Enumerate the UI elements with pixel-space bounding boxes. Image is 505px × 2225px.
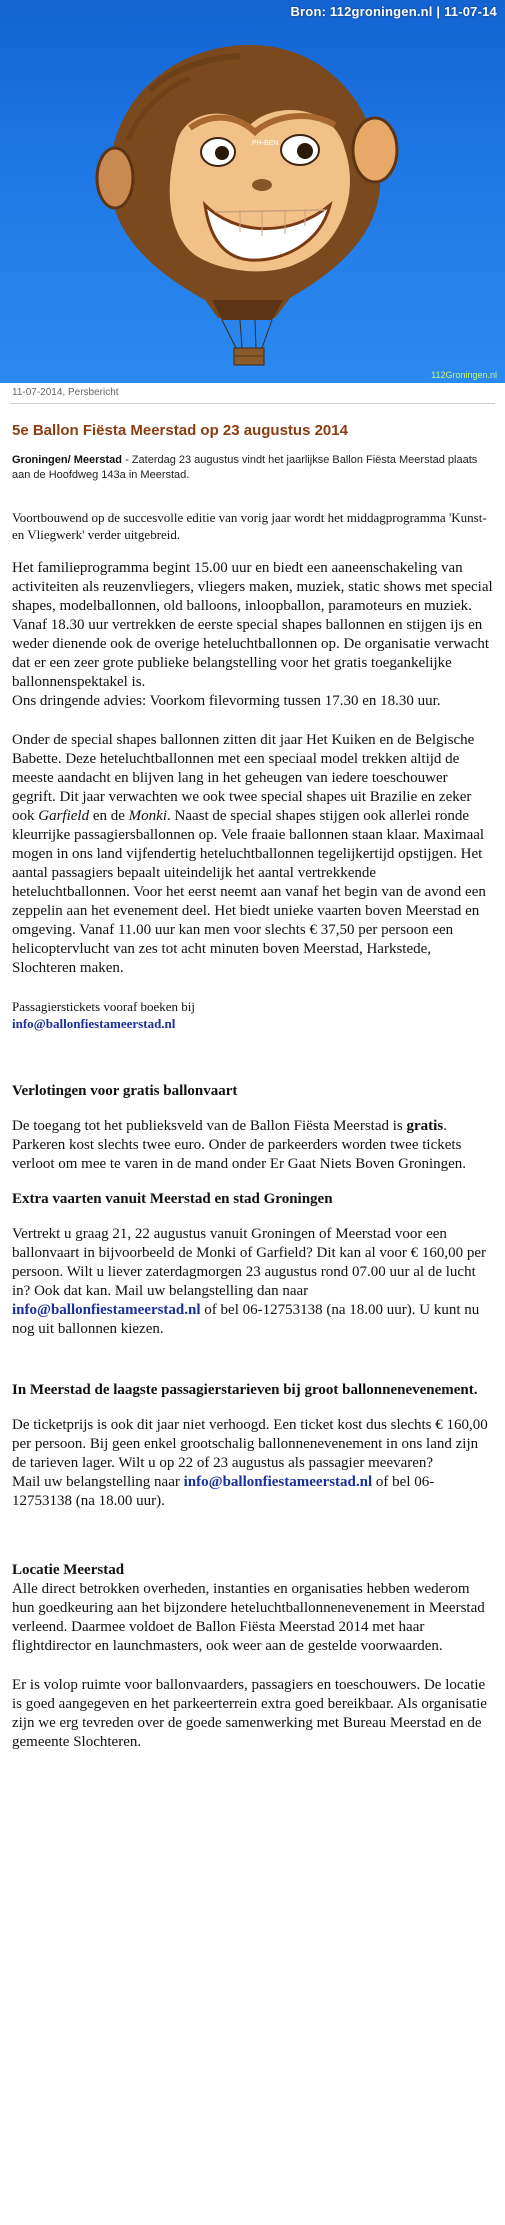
divider [10, 403, 495, 404]
raffle-text-a: De toegang tot het publieksveld van de Ballon Fiësta Meerstad is [12, 1118, 407, 1134]
hero-image [0, 0, 505, 383]
image-watermark: 112Groningen.nl [431, 370, 497, 380]
paragraph-prices: De ticketprijs is ook dit jaar niet verhoogd. Een ticket kost dus slechts € 160,00 per persoon. Bij geen enkel grootschalig ballonnenevenement in ons land zijn de tarieven lager. Wilt u op 22 of 23 augustus als passagier meevaren? [12, 1417, 488, 1471]
raffle-text-b: . Parkeren kost slechts twee euro. Onder de parkeerders worden twee tickets verloot om mee te varen in de mand onder Er Gaat Niets Boven Groningen. [12, 1118, 467, 1172]
tickets-email-link[interactable]: info@ballonfiestameerstad.nl [12, 1016, 176, 1031]
balloon-registration: PH-BEN [252, 140, 279, 147]
heading-raffle: Verlotingen voor gratis ballonvaart [12, 1083, 238, 1099]
lead-place: Groningen/ Meerstad [12, 454, 123, 466]
heading-prices: In Meerstad de laagste passagierstarieven bij groot ballonnenevenement. [12, 1382, 478, 1398]
garfield-name: Garfield [38, 808, 90, 824]
paragraph-extra-flights [12, 1225, 493, 1339]
heading-location: Locatie Meerstad [12, 1562, 125, 1578]
article-lead [12, 453, 493, 483]
intro-paragraph: Voortbouwend op de succesvolle editie van vorig jaar wordt het middagprogramma 'Kunst- en Vliegwerk' verder uitgebreid. [12, 510, 487, 542]
article-body [12, 559, 493, 1752]
extra-text-a: Vertrekt u graag 21, 22 augustus vanuit Groningen of Meerstad voor een ballonvaart in bijvoorbeeld de Monki of Garfield? Dit kan al voor € 160,00 per persoon. Wilt u liever zaterdagmorgen 23 augustus rond 07.00 uur al de lucht in? Ook dat kan. Mail uw belangstelling dan naar [12, 1226, 487, 1299]
heading-extra-flights: Extra vaarten vanuit Meerstad en stad Groningen [12, 1191, 333, 1207]
image-source-credit: Bron: 112groningen.nl | 11-07-14 [290, 4, 497, 19]
raffle-free: gratis [406, 1118, 444, 1134]
extra-email-link[interactable]: info@ballonfiestameerstad.nl [12, 1302, 201, 1318]
prices-mail-text-b: of bel 06-12753138 (na 18.00 uur). [12, 1474, 435, 1509]
paragraph-raffle [12, 1117, 493, 1174]
paragraph-special-shapes [12, 731, 493, 978]
tickets-text: Passagierstickets vooraf boeken bij [12, 999, 196, 1014]
prices-email-link[interactable]: info@ballonfiestameerstad.nl [183, 1474, 373, 1490]
monkey-balloon-illustration [0, 0, 505, 383]
special-shapes-text-b: en de [89, 808, 129, 824]
paragraph-family-program: Het familieprogramma begint 15.00 uur en biedt een aaneenschakeling van activiteiten als reuzenvliegers, vliegers maken, muziek, static shows met special shapes, modelballonnen, old balloons, inloopballon, paramoteurs en muziek. Vanaf 18.30 uur vertrekken de eerste special shapes ballonnen en stijgen ijs en weder dienende ook de overige heteluchtballonnen op. De organisatie verwacht dat er een zeer grote publieke belangstelling voor het gratis toegankelijke ballonnenspektakel is. [12, 560, 493, 690]
special-shapes-text-a: Onder de special shapes ballonnen zitten dit jaar Het Kuiken en de Belgische Babette. Deze heteluchtballonnen met een speciaal model trekken altijd de meeste aandacht en blijven lang in het geheugen van iedere toeschouwer gegrift. Dit jaar verwachten we ook twee special shapes uit Brazilie en zeker ook [12, 732, 475, 824]
prices-mail-text-a: Mail uw belangstelling naar [12, 1474, 184, 1490]
extra-text-b: of bel 06-12753138 (na 18.00 uur). U kunt nu nog uit ballonnen kiezen. [12, 1302, 480, 1337]
monki-name: Monki [128, 808, 167, 824]
article-title: 5e Ballon Fiësta Meerstad op 23 augustus 2014 [12, 422, 348, 439]
article-meta: 11-07-2014, Persbericht [12, 387, 119, 398]
paragraph-prices-mail [12, 1473, 493, 1511]
paragraph-advice: Ons dringende advies: Voorkom filevorming tussen 17.30 en 18.30 uur. [12, 693, 441, 709]
paragraph-location-2: Er is volop ruimte voor ballonvaarders, passagiers en toeschouwers. De locatie is goed aangegeven en het parkeerterrein extra goed bereikbaar. Als organisatie zijn we erg tevreden over de goede samenwerking met Bureau Meerstad en de gemeente Slochteren. [12, 1677, 487, 1750]
lead-text: - Zaterdag 23 augustus vindt het jaarlijkse Ballon Fiësta Meerstad plaats aan de Hoofdweg 143a in Meerstad. [12, 454, 478, 481]
paragraph-location-1: Alle direct betrokken overheden, instanties en organisaties hebben wederom hun goedkeuring aan het bijzondere heteluchtballonnenevenement in Meerstad verleend. Daarmee voldoet de Ballon Fiësta Meerstad 2014 met haar flightdirector en launchmasters, ook weer aan de gestelde voorwaarden. [12, 1581, 485, 1654]
special-shapes-text-c: . Naast de special shapes stijgen ook allerlei ronde kleurrijke passagiersballonnen op. Vele fraaie ballonnen staan klaar. Maximaal mogen in ons land vijfendertig heteluchtballonnen tegelijkertijd opstijgen. Het aantal passagiers bepaalt uiteindelijk het aantal vertrekkende heteluchtballonnen. Voor het eerst neemt aan vanaf het begin van de avond een zeppelin aan het evenement deel. Het biedt unieke vaarten boven Meerstad en omgeving. Vanaf 11.00 uur kan men voor slechts € 37,50 per persoon een helicoptervlucht van zes tot acht minuten boven Meerstad, Harkstede, Slochteren maken. [12, 808, 486, 976]
